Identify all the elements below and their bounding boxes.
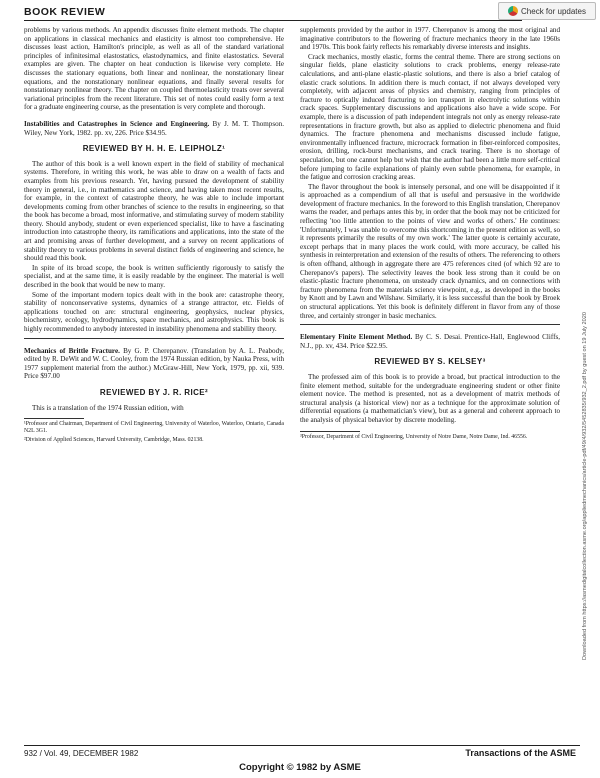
crossmark-icon	[508, 6, 518, 16]
footer-rule	[24, 745, 580, 746]
book2-details: By G. P. Cherepanov. (Translation by A. L. Peabody, edited by R. DeWit and W. C. Cooley, from the 1974 Russian edition, by Nauka Press, with 1977 supplement material from the author.) McGraw-Hill, New York, 1979, pp. xii, 939. Price $97.00	[24, 346, 285, 381]
review1-paragraph: The author of this book is a well known expert in the field of stability of mechanical systems. Therefore, in writing this work, he was able to draw on a wealth of facts and examples from his previous research. Yet, having pursued the development of stability theory in general, i.e., in mathematics and science, and having taken most recent results, for example, in the context of catastrophe theory, he was able to include important developments coming from other branches of science to the results in engineering, so that the book has become a broad, most informative, and stimulating survey of modern stability theory. Should anybody, student or even experienced specialist, like to have a fascinating introduction into catastrophe theory, its ramifications and applications, into the state of the art and promising areas of further development, and a survey on recent applications of stability theory to various problems in several distinct fields of engineering and science, he should read this book.	[24, 159, 284, 263]
header-rule	[24, 20, 522, 21]
book2-reference	[24, 347, 284, 381]
section-divider	[24, 338, 284, 339]
download-sidebar-text: Downloaded from https://asmedigitalcollection.asme.org/appliedmechanics/article-pdf/49/4/932/5452835/932_2.pdf by guest on 19 July 2020	[582, 312, 588, 660]
book3-title: Elementary Finite Element Method.	[300, 333, 413, 342]
section-title: BOOK REVIEW	[24, 6, 106, 18]
page-info: 932 / Vol. 49, DECEMBER 1982	[24, 749, 139, 758]
intro-paragraph: problems by various methods. An appendix discusses finite element methods. The chapter on applications in classical mechanics and elasticity is almost too comprehensive. He discusses least action, Hamilton's principle, as well as all of the standard variational principles of infinitesimal elastostatics, elastodynamics, and finite elastostatics. Several examples are given. The chapter on heat conduction is likewise very complete. He discusses the stationary equations, both linear and nonlinear, the nonstationary linear equations, and the nonstationary nonlinear equations, and finally several results for nonstationary nonlinear theory. The chapter on coupled thermoelasticity treats over several variational principles from the recent literature. This set of notes could easily form a text for a graduate engineering course, as the presentation is very complete and thorough.	[24, 26, 284, 112]
copyright-notice: Copyright © 1982 by ASME	[239, 762, 361, 773]
book1-details: By J. M. T. Thompson. Wiley, New York, 1982. pp. xv, 226. Price $34.95.	[24, 119, 284, 137]
right-column	[300, 26, 560, 443]
section-divider	[300, 324, 560, 325]
book3-details: By C. S. Desai. Prentice-Hall, Englewood Cliffs, N.J., pp. xv, 434. Price $22.95.	[300, 333, 560, 350]
check-for-updates-button[interactable]	[498, 2, 596, 20]
footnote-rule	[300, 431, 360, 432]
reviewer1: REVIEWED BY H. H. E. LEIPHOLZ¹	[82, 144, 226, 154]
footnote-rule	[24, 418, 84, 419]
book2-title: Mechanics of Brittle Fracture.	[24, 346, 120, 355]
footnote: ²Division of Applied Sciences, Harvard University, Cambridge, Mass. 02138.	[24, 437, 204, 444]
review2-continued-paragraph: supplements provided by the author in 1977. Cherepanov is among the most original and imaginative contributors to the flowering of fracture mechanics theory in the late 1960s and 1970s. This book fairly reflects his remarkably diverse interests and insights.	[300, 26, 560, 52]
review2-continued-paragraph: The flavor throughout the book is intensely personal, and one will be disappointed if it is approached as a compendium of all that is useful and persuasive in the worldwide development of fracture mechanics. In the foreword to this English translation, Cherepanov warns the reader, and perhaps antes this by, in order that the book may not be criticized for reflecting 'too little attention to the points of view and works of others.' He continues: 'Unfortunately, I was unable to overcome this shortcoming in the present edition as well, so it represents primarily the results of my own work.' The latter quote is certainly accurate, except perhaps that in many places the work could, with more accuracy, be called his synthesis in reinterpretation and extension of the results of others. The referencing to others is often offhand, although in aggregate there are 475 references cited (of which 92 are to Cherepanov's papers). The selectivity leaves the book less strong than it could be on elastic-plastic fracture phenomena, on unsteady crack dynamics, and on connections with fracture phenomena from the materials science viewpoint, e.g., as developed in the books by Knott and by Lawn and Wilshaw. Similarly, it is less successful than the book by Broek on structural applications. Yet this book is definitely different in flavor from any of those three, and certainly stronger in basic mechanics.	[300, 182, 560, 320]
journal-name: Transactions of the ASME	[465, 748, 576, 758]
book1-title: Instabilities and Catastrophes in Science and Engineering.	[24, 119, 210, 128]
book3-reference	[300, 333, 560, 350]
book1-reference	[24, 120, 284, 137]
footnote: ¹Professor and Chairman, Department of Civil Engineering, University of Waterloo, Waterloo, Ontario, Canada N2L 3G1.	[24, 421, 284, 435]
review1-paragraph: Some of the important modern topics dealt with in the book are: catastrophe theory, stability of nonconservative systems, dynamics of a strange attractor, etc. Fields of applications touched on are: structural engineering, geophysics, nuclear physics, biochemistry, ecology, hydrodynamics, space mechanics, and astrophysics. This book is highly recommended to anybody interested in instability phenomena and stability theory.	[24, 290, 284, 333]
reviewer2: REVIEWED BY J. R. RICE²	[99, 387, 209, 397]
footnote: ³Professor, Department of Civil Engineering, University of Notre Dame, Notre Dame, Ind. 46556.	[300, 433, 528, 440]
review2-continued-paragraph: Crack mechanics, mostly elastic, forms the central theme. There are strong sections on singular fields, plane elasticity solutions to crack problems, energy release-rate calculations, and anti-plane elastic-plastic solutions, and there is also a brief catalog of elastic crack solutions. In addition there is much contact, if not always developed very completely, with adjacent areas of physics and chemistry, ranging from principles of fracture to optically induced fracturing to ion transport in electrolytic solutions within crack spaces. Supplementary discussions and applications also have a wide scope. For example, there is a discussion of path independent integrals not only as energy release-rate representations in fracture growth, but also as applied to dielectric phenomena and fluid dynamics. The fracture phenomena and mechanisms discussed include fatigue, environmentally influenced fracture, microcrack formation in fiber-reinforced composites, erosion, drilling, rock-burst mechanisms, and crack tearing. There is no shortage of speculation, but one cannot help but wish that the author had been a little more self-critical before jumping to facile explanations of plainly even subtle phenomena, for example, in the fatigue and corrosion cracking areas.	[300, 52, 560, 182]
left-column	[24, 26, 284, 446]
review2-paragraph: This is a translation of the 1974 Russian edition, with	[32, 403, 184, 412]
review3-paragraph: The professed aim of this book is to provide a broad, but practical introduction to the finite element method, suitable for the undergraduate engineering student or other finite element novice. The method is presented, not as a development of matrix methods of structural analysis (a historical view) nor as a technique for the approximate solution of differential equations (a mathematician's view), but as a general and coherent approach to the analysis of physical behavior by discrete modeling.	[300, 372, 560, 424]
review1-paragraph: In spite of its broad scope, the book is written sufficiently rigorously to satisfy the specialist, and at the same time, it is easily readable by the engineer. The material is well described in the book that would be new to many.	[24, 263, 284, 290]
reviewer3: REVIEWED BY S. KELSEY³	[374, 357, 486, 367]
check-for-updates-label: Check for updates	[521, 6, 586, 16]
